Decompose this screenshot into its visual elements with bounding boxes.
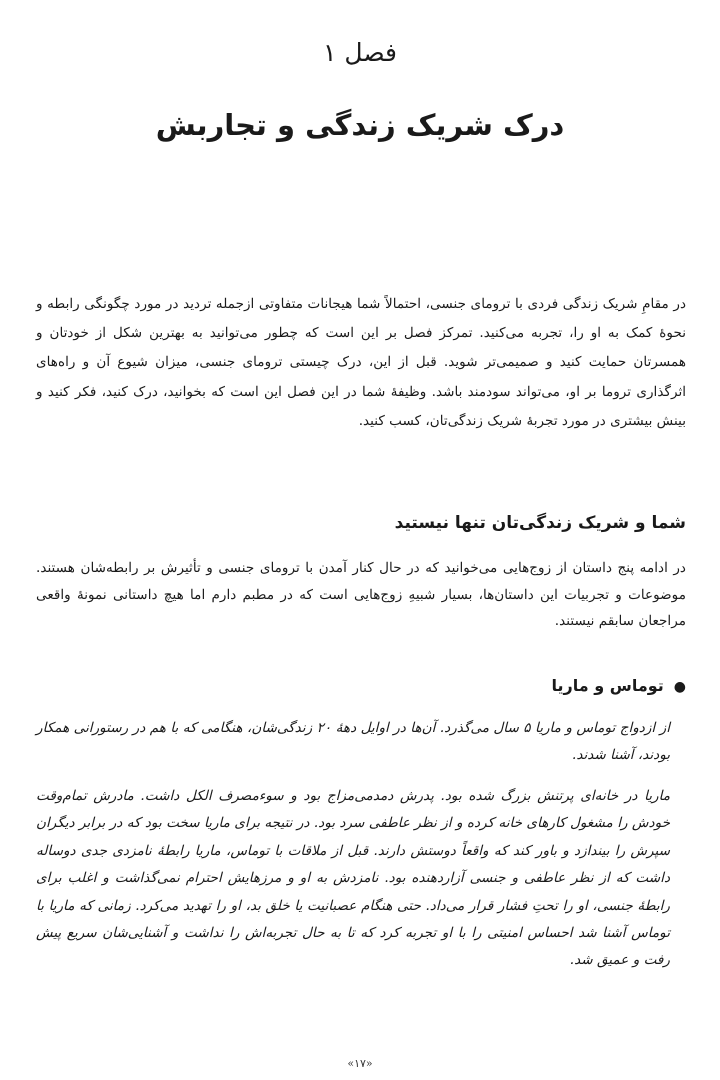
story-title: توماس و ماریا [551,676,664,695]
section-heading: شما و شریک زندگی‌تان تنها نیستید [394,513,686,533]
intro-paragraph: در مقامِ شریک زندگی فردی با ترومای جنسی، احتمالاً شما هیجانات متفاوتی ازجمله تردید در مورد چگونگی رابطه و نحوهٔ کمک به او را، تجربه می‌کنید. تمرکز فصل بر این است که چطور می‌توانید به بهترین شکل از خودتان و همسرتان حمایت کنید و صمیمی‌تر شوید. قبل از این، درک چیستی ترومای جنسی، میزان شیوع آن و راه‌های اثرگذاری تروما بر او، می‌تواند سودمند باشد. وظیفهٔ شما در این فصل این است که بخوانید، درک کنید، فکر کنید و بینش بیشتری در مورد تجربهٔ شریک زندگی‌تان، کسب کنید. [36,296,686,429]
story-paragraph-2: ماریا در خانه‌ای پرتنش بزرگ شده بود. پدرش دمدمی‌مزاج بود و سوءمصرف الکل داشت. مادرش تمام‌وقت خودش را مشغول کارهای خانه کرده و از نظر عاطفی سرد بود. در نتیجه برای ماریا سخت بود که در برابر دیگران سپرش را بیندازد و باور کند که واقعاً دوستش دارند. قبل از ملاقات با توماس، ماریا رابطهٔ نامزدی جدی دوساله داشت که از نظر عاطفی و جنسی آزاردهنده بود. نامزدش به او و مرزهایش احترام نمی‌گذاشت و اغلب برای رابطهٔ جنسی، او را تحتِ فشار قرار می‌داد. حتی هنگام عصبانیت یا خلق بد، او را تهدید می‌کرد. زمانی که ماریا با توماس آشنا شد احساس امنیتی را با او تجربه کرد که تا به حال تجربه‌اش را نداشت و آشنایی‌شان سریع پیش رفت و عمیق شد. [36,788,670,969]
story-paragraph-1: از ازدواج توماس و ماریا ۵ سال می‌گذرد. آن‌ها در اوایل دههٔ ۲۰ زندگی‌شان، هنگامی که با هم در رستورانی همکار بودند، آشنا شدند. [36,720,670,763]
story-bullet [36,676,686,695]
page-number: «۱۷» [347,1057,373,1070]
chapter-title: درک شریک زندگی و تجاربش [155,108,565,142]
chapter-number: فصل ۱ [323,38,397,67]
bullet-icon: ● [673,679,686,695]
section-paragraph: در ادامه پنج داستان از زوج‌هایی می‌خوانید که در حال کنار آمدن با ترومای جنسی و تأثیرش بر رابطه‌شان هستند. موضوعات و تجربیات این داستان‌ها، بسیار شبیهِ زوج‌هایی است که در مطبم دارم اما هیچ داستانی نمونهٔ واقعی مراجعان سابقم نیستند. [36,560,686,629]
